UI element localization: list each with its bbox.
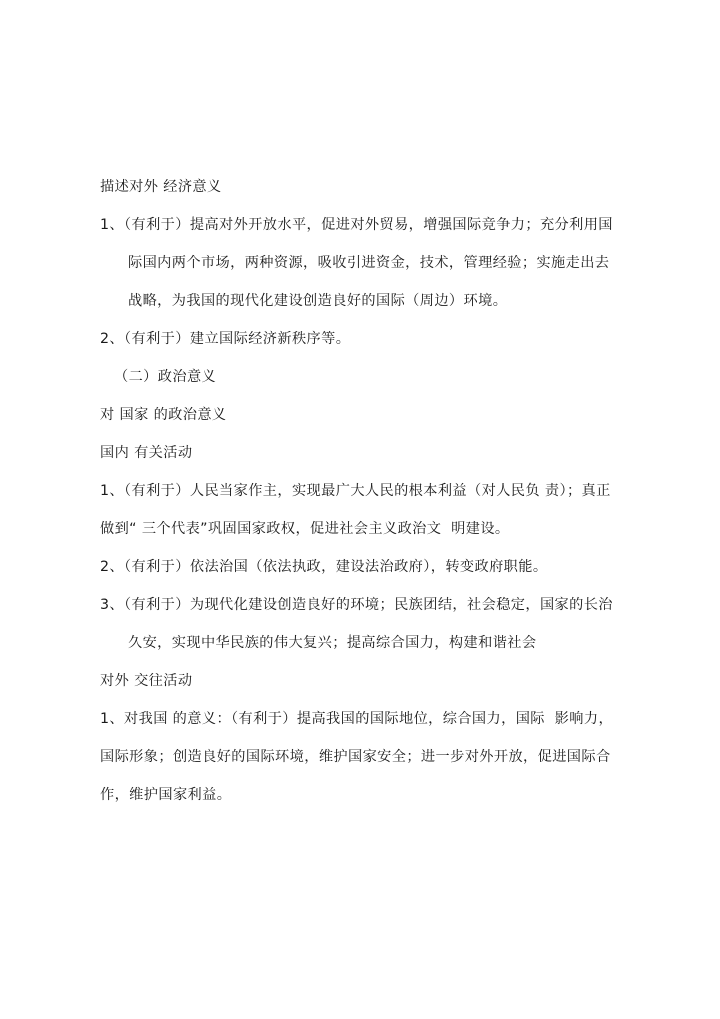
paragraph-subheading-foreign-activities: 对外 交往活动	[100, 673, 193, 689]
paragraph-section-heading-political: （二）政治意义	[114, 369, 217, 385]
paragraph-domestic-item-1: 1、（有利于）人民当家作主，实现最广大人民的根本利益（对人民负 责）；真正做到“ 三个代表”巩固国家政权，促进社会主义政治文 明建设。	[100, 483, 611, 537]
paragraph-domestic-item-3: 3、（有利于）为现代化建设创造良好的环境；民族团结，社会稳定，国家的长治久安，实现中华民族的伟大复兴；提高综合国力，构建和谐社会	[100, 597, 613, 651]
paragraph-subheading-state-political: 对 国家 的政治意义	[100, 407, 227, 423]
paragraph-heading-economic: 描述对外 经济意义	[100, 179, 222, 195]
paragraph-subheading-domestic-activities: 国内 有关活动	[100, 445, 193, 461]
paragraph-economic-item-2: 2、（有利于）建立国际经济新秩序等。	[100, 331, 351, 347]
paragraph-domestic-item-2: 2、（有利于）依法治国（依法执政，建设法治政府），转变政府职能。	[100, 559, 548, 575]
paragraph-economic-item-1: 1、（有利于）提高对外开放水平，促进对外贸易，增强国际竞争力；充分利用国际国内两个市场，两种资源，吸收引进资金，技术，管理经验；实施走出去战略，为我国的现代化建设创造良好的国际（周边）环境。	[100, 217, 613, 309]
paragraph-foreign-item-1: 1、对我国 的意义：（有利于）提高我国的国际地位，综合国力，国际 影响力，国际形象；创造良好的国际环境，维护国家安全；进一步对外开放，促进国际合作，维护国家利益。	[100, 711, 614, 803]
document-body	[100, 168, 620, 814]
